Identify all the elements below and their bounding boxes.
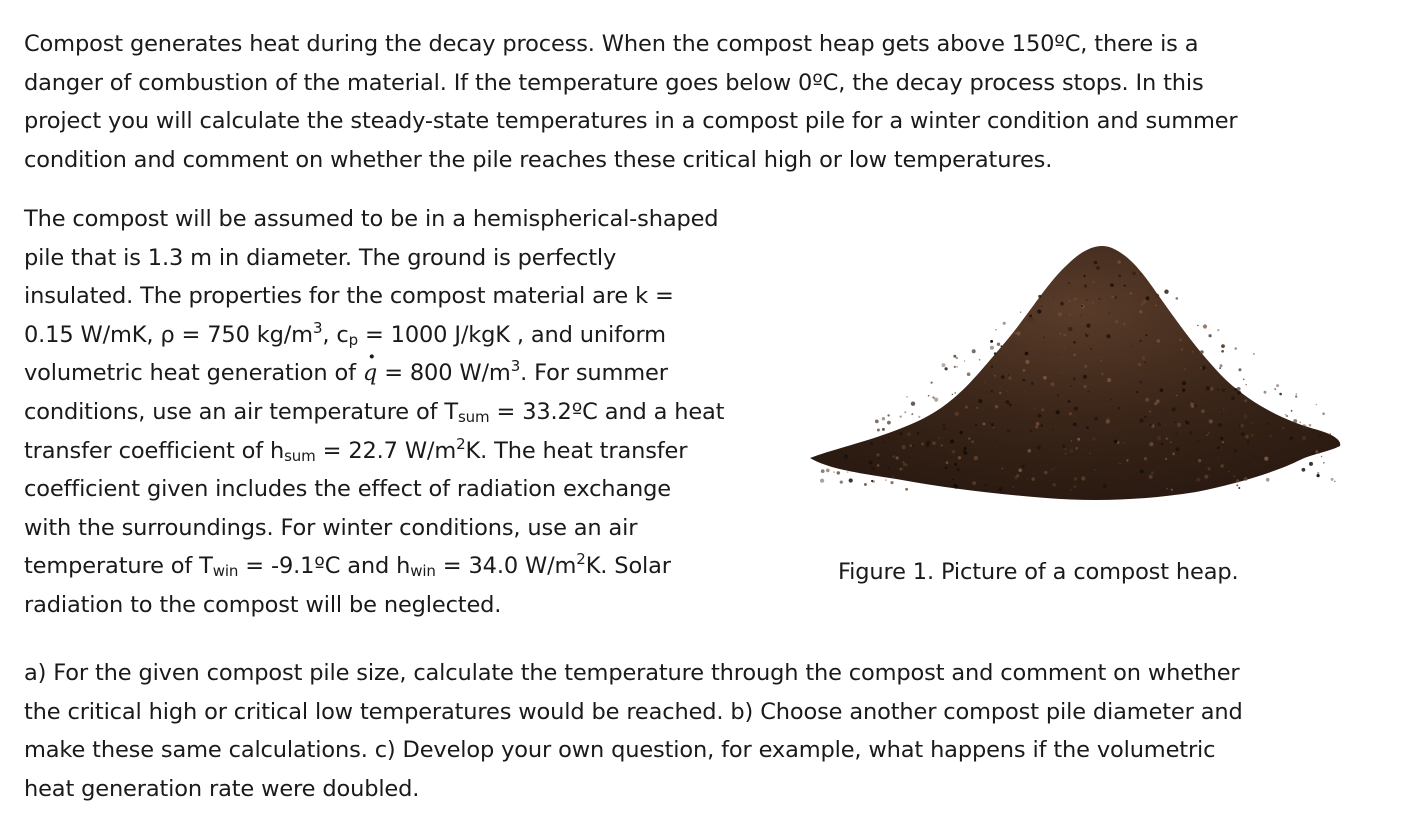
intro-line: Compost generates heat during the decay process. When the compost heap gets above 150ºC, there is a — [24, 31, 1199, 57]
text-run: = -9.1ºC and h — [238, 553, 411, 580]
subscript: p — [348, 330, 358, 349]
subscript: sum — [458, 407, 490, 426]
description-line: with the surroundings. For winter conditions, use an air — [24, 514, 638, 541]
text-run: 0.15 W/mK, ρ = 750 kg/m — [24, 321, 313, 348]
heap-shape — [810, 246, 1340, 500]
text-run: volumetric heat generation of — [24, 360, 363, 387]
description-line: The compost will be assumed to be in a hemispherical-shaped — [24, 206, 719, 232]
superscript: 3 — [312, 318, 323, 337]
text-run: . For summer — [520, 360, 668, 387]
description-line: coefficient given includes the effect of radiation exchange — [24, 476, 671, 503]
description-line — [24, 432, 794, 471]
text-run: = 33.2ºC and a heat — [489, 398, 725, 425]
intro-line: danger of combustion of the material. If the temperature goes below 0ºC, the decay process stops. In this — [24, 69, 1204, 96]
questions-paragraph — [24, 654, 1394, 808]
figure-caption: Figure 1. Picture of a compost heap. — [838, 559, 1239, 585]
text-run: temperature of T — [24, 553, 213, 580]
compost-heap-image — [806, 236, 1346, 504]
question-line: the critical high or critical low temperatures would be reached. b) Choose another compost pile diameter and — [24, 698, 1243, 725]
text-run: K. The heat transfer — [465, 437, 688, 464]
text-run: = 800 W/m — [377, 360, 511, 387]
text-run: = 22.7 W/m — [315, 437, 457, 464]
text-run: = 34.0 W/m — [435, 553, 577, 580]
question-line: make these same calculations. c) Develop your own question, for example, what happens if the volumetric — [24, 737, 1216, 764]
description-paragraph — [24, 200, 794, 625]
question-line: heat generation rate were doubled. — [24, 775, 420, 802]
description-line — [24, 354, 794, 393]
description-line — [24, 547, 794, 586]
subscript: win — [212, 562, 239, 581]
description-line — [24, 316, 794, 355]
subscript: win — [410, 562, 436, 581]
q-dot-symbol: · q — [363, 354, 377, 393]
text-run: = 1000 J/kgK , and uniform — [357, 321, 666, 348]
description-line: pile that is 1.3 m in diameter. The ground is perfectly — [24, 244, 617, 271]
superscript: 2 — [576, 550, 586, 569]
text-run: K. Solar — [585, 553, 671, 580]
intro-line: condition and comment on whether the pile reaches these critical high or low temperatures. — [24, 146, 1053, 173]
intro-paragraph — [24, 25, 1394, 179]
intro-line: project you will calculate the steady-state temperatures in a compost pile for a winter condition and summer — [24, 108, 1238, 135]
superscript: 3 — [510, 357, 521, 376]
superscript: 2 — [456, 434, 466, 453]
text-run: transfer coefficient of h — [24, 437, 285, 464]
description-line: insulated. The properties for the compost material are k = — [24, 283, 674, 310]
subscript: sum — [284, 446, 316, 465]
text-run: conditions, use an air temperature of T — [24, 398, 458, 425]
question-line: a) For the given compost pile size, calculate the temperature through the compost and comment on whether — [24, 660, 1240, 686]
description-line — [24, 393, 794, 432]
text-run: , c — [322, 321, 349, 348]
description-line: radiation to the compost will be neglected. — [24, 591, 502, 618]
